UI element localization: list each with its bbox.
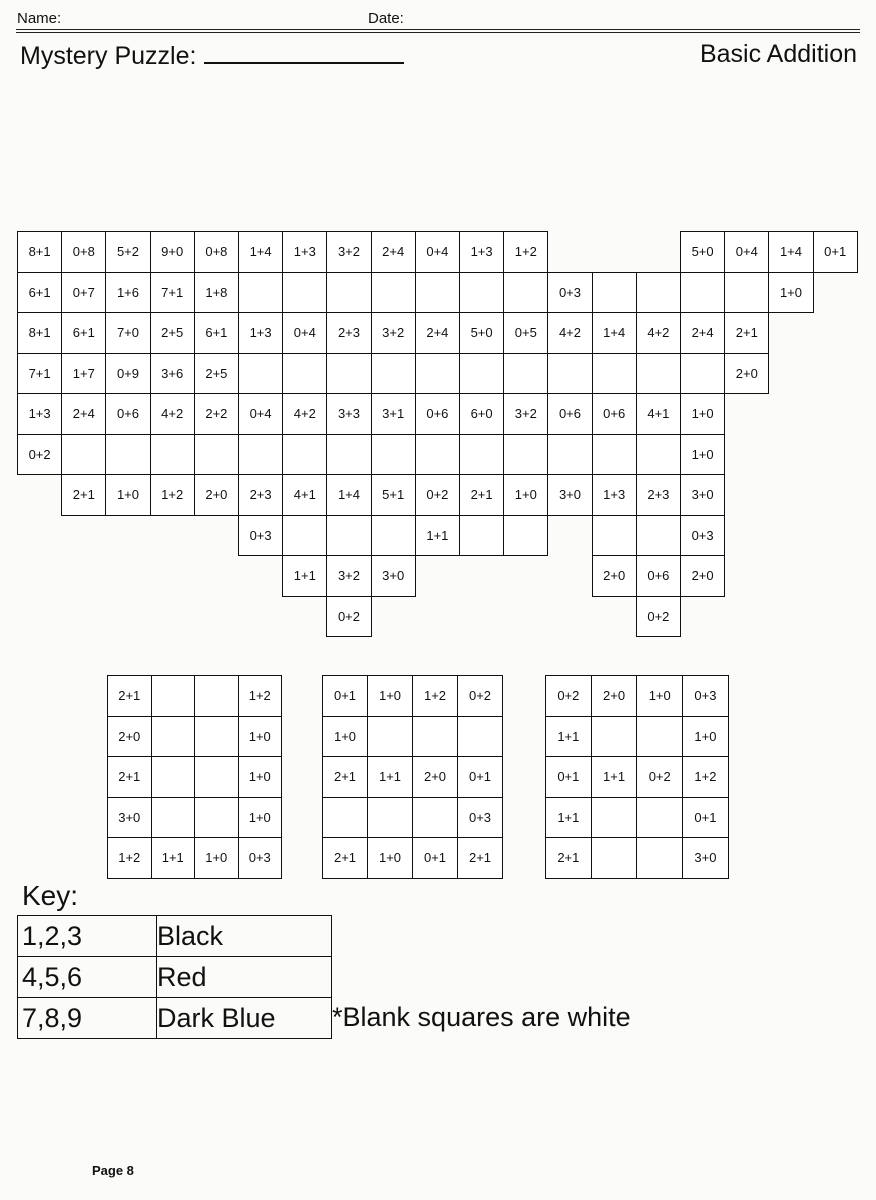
puzzle-cell[interactable]: 0+9 — [105, 353, 150, 395]
puzzle-cell[interactable] — [282, 515, 327, 557]
puzzle-cell[interactable] — [592, 434, 637, 476]
puzzle-cell[interactable]: 2+4 — [371, 231, 416, 273]
puzzle-cell[interactable]: 1+2 — [412, 675, 458, 717]
puzzle-cell[interactable]: 4+2 — [547, 312, 592, 354]
puzzle-cell[interactable]: 0+2 — [545, 675, 592, 717]
puzzle-cell[interactable]: 3+3 — [326, 393, 371, 435]
puzzle-cell[interactable]: 0+1 — [813, 231, 858, 273]
puzzle-cell[interactable] — [592, 272, 637, 314]
puzzle-cell[interactable]: 0+6 — [592, 393, 637, 435]
puzzle-cell[interactable]: 4+2 — [636, 312, 681, 354]
puzzle-cell[interactable]: 1+0 — [682, 716, 729, 758]
puzzle-cell[interactable]: 1+2 — [238, 675, 283, 717]
puzzle-cell[interactable]: 0+1 — [457, 756, 503, 798]
puzzle-cell[interactable]: 2+1 — [457, 837, 503, 879]
puzzle-cell[interactable] — [61, 434, 106, 476]
puzzle-cell[interactable] — [503, 272, 548, 314]
puzzle-cell[interactable]: 0+2 — [415, 474, 460, 516]
puzzle-cell[interactable]: 0+2 — [636, 756, 683, 798]
puzzle-cell[interactable]: 0+6 — [415, 393, 460, 435]
puzzle-cell[interactable] — [194, 716, 239, 758]
puzzle-cell[interactable] — [238, 353, 283, 395]
puzzle-cell[interactable] — [636, 272, 681, 314]
puzzle-cell[interactable] — [503, 353, 548, 395]
puzzle-cell[interactable] — [459, 272, 504, 314]
puzzle-cell[interactable]: 3+2 — [326, 555, 371, 597]
puzzle-cell[interactable]: 1+0 — [367, 837, 413, 879]
puzzle-cell[interactable]: 3+2 — [371, 312, 416, 354]
puzzle-cell[interactable]: 0+4 — [724, 231, 769, 273]
puzzle-cell[interactable]: 1+0 — [636, 675, 683, 717]
puzzle-cell[interactable] — [371, 353, 416, 395]
puzzle-cell[interactable]: 8+1 — [17, 231, 62, 273]
puzzle-cell[interactable]: 1+1 — [282, 555, 327, 597]
key-row — [18, 957, 332, 998]
puzzle-cell[interactable] — [459, 515, 504, 557]
puzzle-cell[interactable] — [151, 716, 196, 758]
puzzle-cell[interactable] — [371, 434, 416, 476]
puzzle-cell[interactable] — [367, 797, 413, 839]
puzzle-cell[interactable]: 3+6 — [150, 353, 195, 395]
puzzle-cell[interactable]: 0+3 — [682, 675, 729, 717]
puzzle-cell[interactable]: 2+0 — [412, 756, 458, 798]
puzzle-cell[interactable] — [636, 716, 683, 758]
puzzle-cell[interactable] — [415, 272, 460, 314]
puzzle-cell[interactable] — [194, 675, 239, 717]
puzzle-cell[interactable]: 5+0 — [459, 312, 504, 354]
puzzle-cell[interactable] — [592, 515, 637, 557]
key-numbers: 1,2,3 — [18, 916, 157, 957]
puzzle-cell[interactable] — [371, 515, 416, 557]
puzzle-cell[interactable] — [459, 353, 504, 395]
puzzle-cell[interactable] — [194, 756, 239, 798]
puzzle-cell[interactable]: 0+4 — [415, 231, 460, 273]
puzzle-cell[interactable]: 3+0 — [371, 555, 416, 597]
puzzle-cell[interactable]: 1+1 — [545, 797, 592, 839]
puzzle-cell[interactable]: 7+1 — [150, 272, 195, 314]
key-color: Dark Blue — [157, 998, 332, 1039]
puzzle-cell[interactable]: 3+0 — [682, 837, 729, 879]
puzzle-cell[interactable]: 1+4 — [238, 231, 283, 273]
puzzle-cell[interactable]: 2+5 — [150, 312, 195, 354]
puzzle-cell[interactable]: 1+3 — [238, 312, 283, 354]
puzzle-cell[interactable]: 1+3 — [459, 231, 504, 273]
puzzle-cell[interactable] — [150, 434, 195, 476]
puzzle-cell[interactable]: 0+2 — [636, 596, 681, 638]
puzzle-cell[interactable]: 1+1 — [591, 756, 638, 798]
puzzle-cell[interactable]: 1+1 — [367, 756, 413, 798]
puzzle-cell[interactable]: 1+0 — [238, 756, 283, 798]
puzzle-cell[interactable]: 2+1 — [61, 474, 106, 516]
puzzle-cell[interactable]: 1+2 — [503, 231, 548, 273]
key-color: Black — [157, 916, 332, 957]
puzzle-cell[interactable]: 0+1 — [682, 797, 729, 839]
puzzle-cell[interactable]: 1+8 — [194, 272, 239, 314]
puzzle-cell[interactable]: 1+0 — [238, 797, 283, 839]
puzzle-cell[interactable] — [636, 515, 681, 557]
puzzle-cell[interactable]: 0+8 — [61, 231, 106, 273]
puzzle-cell[interactable]: 9+0 — [150, 231, 195, 273]
puzzle-cell[interactable]: 1+0 — [680, 393, 725, 435]
puzzle-cell[interactable] — [238, 434, 283, 476]
puzzle-cell[interactable]: 2+1 — [459, 474, 504, 516]
puzzle-cell[interactable]: 1+0 — [105, 474, 150, 516]
puzzle-cell[interactable] — [503, 434, 548, 476]
puzzle-cell[interactable]: 2+0 — [592, 555, 637, 597]
puzzle-cell[interactable]: 2+0 — [107, 716, 152, 758]
puzzle-cell[interactable]: 0+7 — [61, 272, 106, 314]
puzzle-cell[interactable]: 5+0 — [680, 231, 725, 273]
puzzle-cell[interactable] — [415, 353, 460, 395]
puzzle-cell[interactable] — [238, 272, 283, 314]
puzzle-cell[interactable] — [547, 434, 592, 476]
puzzle-cell[interactable] — [326, 272, 371, 314]
puzzle-cell[interactable] — [636, 797, 683, 839]
puzzle-cell[interactable] — [151, 756, 196, 798]
puzzle-cell[interactable]: 2+0 — [194, 474, 239, 516]
puzzle-cell[interactable] — [457, 716, 503, 758]
puzzle-cell[interactable]: 0+3 — [547, 272, 592, 314]
puzzle-cell[interactable] — [151, 797, 196, 839]
puzzle-cell[interactable]: 3+0 — [547, 474, 592, 516]
puzzle-cell[interactable] — [459, 434, 504, 476]
puzzle-cell[interactable] — [415, 434, 460, 476]
puzzle-cell[interactable]: 0+4 — [238, 393, 283, 435]
page-number: Page 8 — [92, 1163, 134, 1178]
puzzle-cell[interactable] — [322, 797, 368, 839]
puzzle-cell[interactable]: 0+1 — [322, 675, 368, 717]
puzzle-cell[interactable]: 1+0 — [503, 474, 548, 516]
puzzle-cell[interactable]: 1+6 — [105, 272, 150, 314]
puzzle-cell[interactable] — [371, 272, 416, 314]
puzzle-cell[interactable]: 1+4 — [592, 312, 637, 354]
puzzle-cell[interactable]: 3+0 — [680, 474, 725, 516]
puzzle-cell[interactable]: 1+7 — [61, 353, 106, 395]
puzzle-cell[interactable]: 1+2 — [150, 474, 195, 516]
blank-squares-note: *Blank squares are white — [332, 1002, 631, 1032]
puzzle-cell[interactable]: 1+3 — [282, 231, 327, 273]
puzzle-cell[interactable]: 2+4 — [61, 393, 106, 435]
puzzle-cell[interactable]: 7+0 — [105, 312, 150, 354]
puzzle-cell[interactable]: 2+1 — [107, 756, 152, 798]
puzzle-cell[interactable]: 2+0 — [724, 353, 769, 395]
puzzle-cell[interactable]: 3+1 — [371, 393, 416, 435]
puzzle-cell[interactable]: 2+2 — [194, 393, 239, 435]
puzzle-cell[interactable] — [724, 272, 769, 314]
puzzle-cell[interactable]: 1+0 — [680, 434, 725, 476]
puzzle-cell[interactable]: 0+1 — [412, 837, 458, 879]
key-title: Key: — [22, 880, 79, 911]
puzzle-cell[interactable]: 2+3 — [326, 312, 371, 354]
puzzle-cell[interactable]: 2+1 — [107, 675, 152, 717]
puzzle-cell[interactable] — [636, 837, 683, 879]
puzzle-cell[interactable]: 2+0 — [591, 675, 638, 717]
title-text: Mystery Puzzle: — [20, 42, 197, 70]
puzzle-cell[interactable]: 1+0 — [322, 716, 368, 758]
puzzle-cell[interactable]: 0+8 — [194, 231, 239, 273]
name-label: Name: — [17, 10, 62, 27]
puzzle-cell[interactable] — [503, 515, 548, 557]
key-table — [17, 915, 332, 1039]
puzzle-cell[interactable]: 0+2 — [17, 434, 62, 476]
puzzle-cell[interactable]: 5+1 — [371, 474, 416, 516]
puzzle-cell[interactable]: 3+2 — [503, 393, 548, 435]
puzzle-cell[interactable] — [547, 353, 592, 395]
puzzle-cell[interactable]: 0+3 — [238, 837, 283, 879]
puzzle-cell[interactable] — [591, 716, 638, 758]
puzzle-cell[interactable]: 0+6 — [547, 393, 592, 435]
puzzle-cell[interactable] — [282, 272, 327, 314]
puzzle-cell[interactable]: 8+1 — [17, 312, 62, 354]
puzzle-cell[interactable]: 2+4 — [415, 312, 460, 354]
date-label: Date: — [368, 10, 404, 27]
puzzle-cell[interactable]: 1+0 — [238, 716, 283, 758]
puzzle-cell[interactable]: 1+3 — [592, 474, 637, 516]
puzzle-cell[interactable]: 0+4 — [282, 312, 327, 354]
puzzle-cell[interactable] — [326, 434, 371, 476]
puzzle-cell[interactable]: 1+3 — [17, 393, 62, 435]
puzzle-cell[interactable]: 2+1 — [322, 756, 368, 798]
puzzle-cell[interactable] — [282, 353, 327, 395]
puzzle-cell[interactable]: 2+4 — [680, 312, 725, 354]
puzzle-cell[interactable]: 3+0 — [107, 797, 152, 839]
puzzle-cell[interactable] — [151, 675, 196, 717]
puzzle-cell[interactable]: 0+3 — [457, 797, 503, 839]
puzzle-cell[interactable]: 4+2 — [150, 393, 195, 435]
puzzle-cell[interactable]: 2+1 — [322, 837, 368, 879]
puzzle-cell[interactable]: 1+0 — [194, 837, 239, 879]
key-numbers: 4,5,6 — [18, 957, 157, 998]
puzzle-cell[interactable]: 2+3 — [636, 474, 681, 516]
puzzle-cell[interactable] — [592, 353, 637, 395]
puzzle-cell[interactable]: 0+6 — [636, 555, 681, 597]
puzzle-cell[interactable]: 2+1 — [545, 837, 592, 879]
subject-title: Basic Addition — [699, 40, 857, 68]
puzzle-cell[interactable]: 1+0 — [367, 675, 413, 717]
puzzle-cell[interactable]: 1+2 — [107, 837, 152, 879]
puzzle-cell[interactable]: 4+2 — [282, 393, 327, 435]
puzzle-cell[interactable]: 1+0 — [768, 272, 813, 314]
puzzle-cell[interactable]: 1+1 — [415, 515, 460, 557]
puzzle-cell[interactable]: 0+6 — [105, 393, 150, 435]
puzzle-cell[interactable] — [282, 434, 327, 476]
puzzle-cell[interactable]: 2+3 — [238, 474, 283, 516]
key-row — [18, 998, 332, 1039]
puzzle-cell[interactable]: 2+0 — [680, 555, 725, 597]
key-row — [18, 916, 332, 957]
puzzle-cell[interactable] — [326, 515, 371, 557]
puzzle-cell[interactable] — [194, 434, 239, 476]
puzzle-cell[interactable] — [680, 272, 725, 314]
key-color: Red — [157, 957, 332, 998]
puzzle-cell[interactable] — [326, 353, 371, 395]
puzzle-cell[interactable]: 6+1 — [17, 272, 62, 314]
puzzle-cell[interactable]: 0+3 — [238, 515, 283, 557]
puzzle-cell[interactable]: 0+3 — [680, 515, 725, 557]
puzzle-cell[interactable]: 1+2 — [682, 756, 729, 798]
puzzle-cell[interactable]: 6+1 — [194, 312, 239, 354]
puzzle-cell[interactable]: 1+4 — [326, 474, 371, 516]
puzzle-cell[interactable]: 4+1 — [282, 474, 327, 516]
puzzle-cell[interactable]: 2+1 — [724, 312, 769, 354]
puzzle-cell[interactable] — [105, 434, 150, 476]
puzzle-cell[interactable]: 0+2 — [326, 596, 371, 638]
puzzle-cell[interactable] — [194, 797, 239, 839]
puzzle-cell[interactable] — [591, 837, 638, 879]
puzzle-cell[interactable]: 7+1 — [17, 353, 62, 395]
key-numbers: 7,8,9 — [18, 998, 157, 1039]
puzzle-cell[interactable]: 0+5 — [503, 312, 548, 354]
puzzle-cell[interactable]: 6+0 — [459, 393, 504, 435]
puzzle-cell[interactable]: 2+5 — [194, 353, 239, 395]
puzzle-cell[interactable]: 0+1 — [545, 756, 592, 798]
puzzle-cell[interactable]: 3+2 — [326, 231, 371, 273]
puzzle-cell[interactable]: 0+2 — [457, 675, 503, 717]
puzzle-cell[interactable]: 6+1 — [61, 312, 106, 354]
puzzle-cell[interactable]: 1+1 — [545, 716, 592, 758]
puzzle-cell[interactable]: 5+2 — [105, 231, 150, 273]
puzzle-cell[interactable]: 1+1 — [151, 837, 196, 879]
puzzle-cell[interactable] — [412, 797, 458, 839]
puzzle-cell[interactable] — [367, 716, 413, 758]
puzzle-cell[interactable] — [591, 797, 638, 839]
puzzle-cell[interactable] — [680, 353, 725, 395]
puzzle-cell[interactable] — [636, 434, 681, 476]
puzzle-cell[interactable]: 1+4 — [768, 231, 813, 273]
puzzle-cell[interactable] — [636, 353, 681, 395]
puzzle-cell[interactable] — [412, 716, 458, 758]
puzzle-cell[interactable]: 4+1 — [636, 393, 681, 435]
